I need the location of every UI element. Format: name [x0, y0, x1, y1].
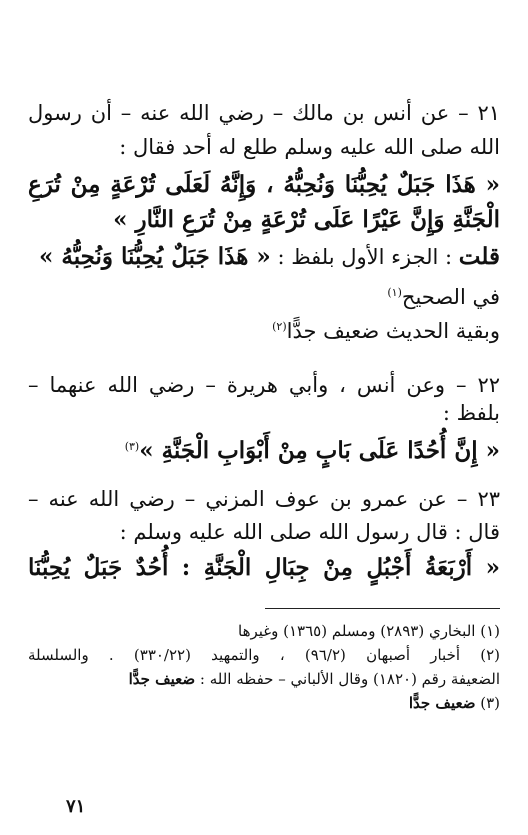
qult-label: قلت	[458, 243, 500, 270]
footnote-3	[28, 692, 500, 714]
qult-line	[28, 242, 500, 272]
qult-text: : الجزء الأول بلفظ :	[277, 245, 453, 269]
qult-quote: « هَذَا جَبَلٌ يُحِبُّنَا وَنُحِبُّهُ »	[39, 243, 271, 270]
footnote-2-text: الضعيفة رقم (١٨٢٠) وقال الألباني – حفظه الله :	[199, 670, 500, 688]
hadith-22-line-1: ٢٢ – وعن أنس ، وأبي هريرة – رضي الله عنهما –	[28, 373, 500, 397]
hadith-21-quote-line-1: « هَذَا جَبَلٌ يُحِبُّنَا وَنُحِبُّهُ ، وَإِنَّهُ لَعَلَى تُرْعَةٍ مِنْ تُرَعِ	[28, 171, 500, 198]
footnote-2-line-1: (٢) أخبار أصبهان (٩٦/٢) ، والتمهيد (٣٣٠/٢٢) . والسلسلة	[28, 646, 501, 664]
hadith-22-quote-line	[28, 432, 500, 466]
hadith-22-line-2: بلفظ :	[442, 401, 500, 425]
footnote-1: (١) البخاري (٢٨٩٣) ومسلم (١٣٦٥) وغيرها	[238, 622, 500, 640]
footnote-ref-3: (٣)	[124, 440, 140, 453]
hadith-22-quote: « إِنَّ أُحُدًا عَلَى بَابٍ مِنْ أَبْوَابِ الْجَنَّةِ »	[139, 437, 500, 464]
footnote-2-line-2	[28, 668, 500, 690]
sahih-text: في الصحيح	[401, 285, 500, 309]
footnote-ref-1: (١)	[387, 286, 402, 299]
hadith-23-quote: « أَرْبَعَةُ أَجْبُلٍ مِنْ جِبَالِ الْجَنَّةِ : أُحُدٌ جَبَلٌ يُحِبُّنَا	[28, 554, 500, 581]
page-number: ٧١	[66, 796, 86, 817]
footnote-3-number: (٣)	[480, 694, 500, 712]
hadith-21-line-2: الله صلى الله عليه وسلم طلع له أحد فقال :	[119, 135, 500, 159]
hadith-23-line-1: ٢٣ – عن عمرو بن عوف المزني – رضي الله عنه –	[28, 487, 500, 511]
sahih-line	[28, 278, 500, 312]
footnote-separator	[265, 608, 500, 609]
hadith-21-line-1: ٢١ – عن أنس بن مالك – رضي الله عنه – أن رسول	[28, 101, 500, 125]
weak-line	[28, 312, 500, 346]
footnote-ref-2: (٢)	[272, 320, 287, 333]
weak-text: وبقية الحديث ضعيف جدًّا	[286, 319, 500, 343]
hadith-23-line-2: قال : قال رسول الله صلى الله عليه وسلم :	[119, 520, 500, 544]
hadith-21-quote-line-2: الْجَنَّةِ وَإِنَّ عَيْرًا عَلَى تُرْعَةٍ مِنْ تُرَعِ النَّارِ »	[113, 206, 500, 233]
footnote-2-verdict: ضعيف جدًّا	[128, 670, 196, 688]
footnote-3-verdict: ضعيف جدًّا	[408, 694, 476, 712]
